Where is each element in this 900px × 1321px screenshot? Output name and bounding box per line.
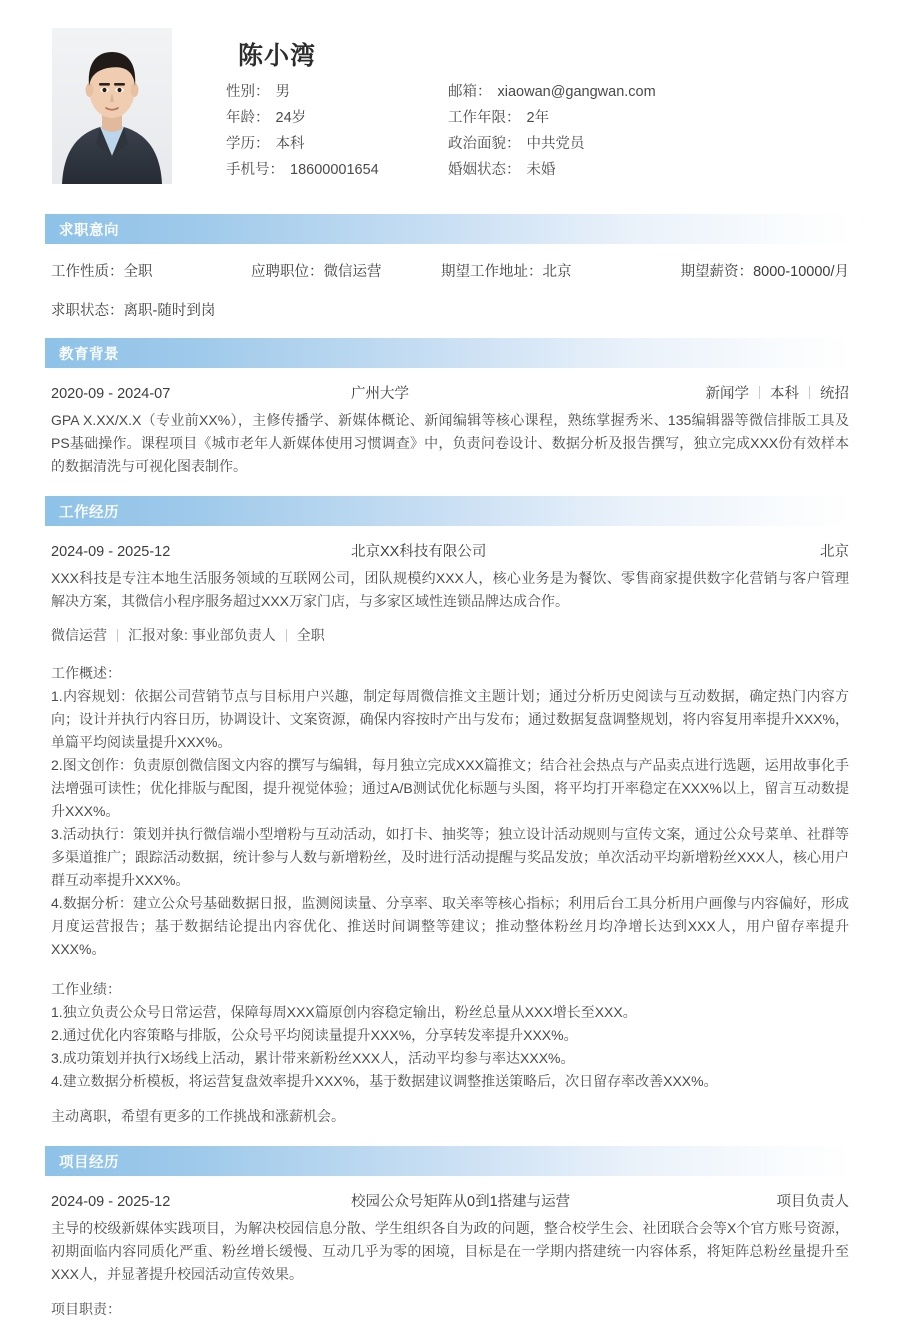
info-experience-label: 工作年限： <box>448 110 521 126</box>
info-age <box>226 110 448 127</box>
info-experience-value: 2年 <box>526 110 550 126</box>
info-phone <box>226 162 448 179</box>
basic-info-grid <box>226 84 855 179</box>
section-header-job-intention <box>45 214 855 244</box>
project-date: 2024-09 - 2025-12 <box>51 1194 171 1210</box>
work-meta-report-to: 汇报对象: 事业部负责人 <box>128 627 276 643</box>
intent-status-value: 离职-随时到岗 <box>123 303 216 319</box>
spacer <box>51 645 849 657</box>
meta-divider <box>117 629 118 642</box>
info-political <box>448 136 855 153</box>
intent-work-type <box>51 260 251 281</box>
section-title: 教育背景 <box>59 346 119 363</box>
work-achievement-title: 工作业绩： <box>51 981 121 997</box>
education-tags <box>706 382 850 403</box>
info-education-label: 学历： <box>226 136 270 152</box>
education-entry-header <box>51 382 849 403</box>
section-body-job-intention <box>45 260 855 320</box>
section-title: 工作经历 <box>59 504 119 521</box>
info-age-value: 24岁 <box>275 110 307 126</box>
project-entry-header <box>51 1190 849 1211</box>
section-header-education <box>45 338 855 368</box>
work-leave-reason: 主动离职，希望有更多的工作挑战和涨薪机会。 <box>51 1108 345 1124</box>
intent-status-label: 求职状态： <box>51 303 124 319</box>
tag-divider <box>809 386 810 399</box>
education-tag-admission: 统招 <box>820 386 849 402</box>
info-political-label: 政治面貌： <box>448 136 521 152</box>
info-email <box>448 84 855 101</box>
intent-location-value: 北京 <box>542 264 572 280</box>
work-company-intro: XXX科技是专注本地生活服务领域的互联网公司，团队规模约XXX人，核心业务是为餐饮、零售商家提供数字化营销与客户管理解决方案，其微信小程序服务超过XXX万家门店，与多家区域性连锁品牌达成合作。 <box>51 570 849 609</box>
work-meta-type: 全职 <box>296 627 325 643</box>
project-duty-title: 项目职责： <box>51 1301 121 1317</box>
info-gender-label: 性别： <box>226 84 270 100</box>
info-gender-value: 男 <box>275 84 290 100</box>
job-intention-row-1 <box>51 260 849 281</box>
section-header-project <box>45 1146 855 1176</box>
intent-salary-label: 期望薪资： <box>680 264 754 280</box>
intent-location-label: 期望工作地址： <box>441 264 543 280</box>
work-achievement-item-3: 3.成功策划并执行X场线上活动，累计带来新粉丝XXX人，活动平均参与率达XXX%。 <box>51 1050 575 1066</box>
intent-work-type-value: 全职 <box>123 264 153 280</box>
info-marital <box>448 162 855 179</box>
work-company: 北京XX科技有限公司 <box>351 544 487 560</box>
intent-position-label: 应聘职位： <box>251 264 324 280</box>
education-date: 2020-09 - 2024-07 <box>51 386 171 402</box>
meta-divider <box>286 629 287 642</box>
info-education-value: 本科 <box>275 136 305 152</box>
work-achievement-item-4: 4.建立数据分析模板，将运营复盘效率提升XXX%，基于数据建议调整推送策略后，次日留存率改善XXX%。 <box>51 1073 718 1089</box>
info-marital-label: 婚姻状态： <box>448 162 521 178</box>
education-tag-major: 新闻学 <box>705 386 749 402</box>
spacer <box>51 961 849 973</box>
work-meta-position: 微信运营 <box>51 627 107 643</box>
intent-status <box>51 299 251 320</box>
portrait-photo-icon <box>52 28 172 184</box>
work-achievement-item-1: 1.独立负责公众号日常运营，保障每周XXX篇原创内容稳定输出，粉丝总量从XXX增长至XXX。 <box>51 1004 637 1020</box>
tag-divider <box>759 386 760 399</box>
section-body-work <box>45 540 855 1128</box>
intent-salary-value: 8000-10000/月 <box>753 264 849 280</box>
work-location: 北京 <box>820 544 849 560</box>
project-name: 校园公众号矩阵从0到1搭建与运营 <box>351 1194 571 1210</box>
info-email-label: 邮箱： <box>448 84 492 100</box>
education-tag-group <box>706 382 850 403</box>
info-gender <box>226 84 448 101</box>
project-description: 主导的校级新媒体实践项目，为解决校园信息分散、学生组织各自为政的问题，整合校学生会、社团联合会等X个官方账号资源，初期面临内容同质化严重、粉丝增长缓慢、互动几乎为零的困境，目标是在一学期内搭建统一内容体系，将矩阵总粉丝量提升至XXX人，并显著提升校园活动宣传效果。 <box>51 1220 849 1282</box>
page-title: 陈小湾 <box>238 42 317 70</box>
spacer <box>51 1093 849 1105</box>
info-phone-value: 18600001654 <box>290 162 379 178</box>
info-age-label: 年龄： <box>226 110 270 126</box>
info-email-value: xiaowan@gangwan.com <box>497 84 656 100</box>
work-entry-header <box>51 540 849 561</box>
education-description: GPA X.XX/X.X（专业前XX%），主修传播学、新媒体概论、新闻编辑等核心课程，熟练掌握秀米、135编辑器等微信排版工具及PS基础操作。课程项目《城市老年人新媒体使用习惯调查》中，负责问卷设计、数据分析及报告撰写，独立完成XXX份有效样本的数据清洗与可视化图表制作。 <box>51 412 849 474</box>
info-phone-label: 手机号： <box>226 162 284 178</box>
section-body-education <box>45 382 855 478</box>
info-experience <box>448 110 855 127</box>
section-title: 项目经历 <box>59 1154 119 1171</box>
work-date: 2024-09 - 2025-12 <box>51 544 171 560</box>
work-achievement-item-2: 2.通过优化内容策略与排版，公众号平均阅读量提升XXX%，分享转发率提升XXX%。 <box>51 1027 578 1043</box>
work-overview-title: 工作概述： <box>51 665 121 681</box>
info-marital-value: 未婚 <box>526 162 556 178</box>
section-header-work <box>45 496 855 526</box>
work-overview-item-3: 3.活动执行：策划并执行微信端小型增粉与互动活动，如打卡、抽奖等；独立设计活动规则与宣传文案，通过公众号菜单、社群等多渠道推广；跟踪活动数据，统计参与人数与新增粉丝，及时进行活动提醒与奖品发放；单次活动平均新增粉丝XXX人，核心用户群互动率提升XXX%。 <box>51 826 850 888</box>
work-overview-item-2: 2.图文创作：负责原创微信图文内容的撰写与编辑，每月独立完成XXX篇推文；结合社会热点与产品卖点进行选题，运用故事化手法增强可读性；优化排版与配图，提升视觉体验；通过A/B测试优化标题与头图，将平均打开率稳定在XXX%以上，留言互动数提升XXX%。 <box>51 757 849 819</box>
section-title: 求职意向 <box>59 222 119 239</box>
education-school: 广州大学 <box>351 386 409 402</box>
intent-salary <box>671 260 849 281</box>
work-meta-line <box>51 625 849 645</box>
education-tag-degree: 本科 <box>770 386 799 402</box>
work-overview-item-4: 4.数据分析：建立公众号基础数据日报，监测阅读量、分享率、取关率等核心指标；利用后台工具分析用户画像与内容偏好，形成月度运营报告；基于数据结论提出内容优化、推送时间调整等建议；推动整体粉丝月均净增长达到XXX人，用户留存率提升XXX%。 <box>51 895 849 957</box>
header-info <box>172 28 855 179</box>
avatar <box>52 28 172 184</box>
intent-location <box>441 260 671 281</box>
info-political-value: 中共党员 <box>526 136 585 152</box>
work-overview-item-1: 1.内容规划：依据公司营销节点与目标用户兴趣，制定每周微信推文主题计划；通过分析历史阅读与互动数据，确定热门内容方向；设计并执行内容日历，协调设计、文案资源，确保内容按时产出与发布；通过数据复盘调整规划，将内容复用率提升XXX%，单篇平均阅读量提升XXX%。 <box>51 688 849 750</box>
project-role: 项目负责人 <box>776 1194 849 1210</box>
resume-header <box>45 0 855 196</box>
intent-work-type-label: 工作性质： <box>51 264 124 280</box>
intent-position-value: 微信运营 <box>323 264 382 280</box>
intent-position <box>251 260 441 281</box>
job-intention-row-2 <box>51 299 849 320</box>
section-body-project <box>45 1190 855 1321</box>
info-education <box>226 136 448 153</box>
